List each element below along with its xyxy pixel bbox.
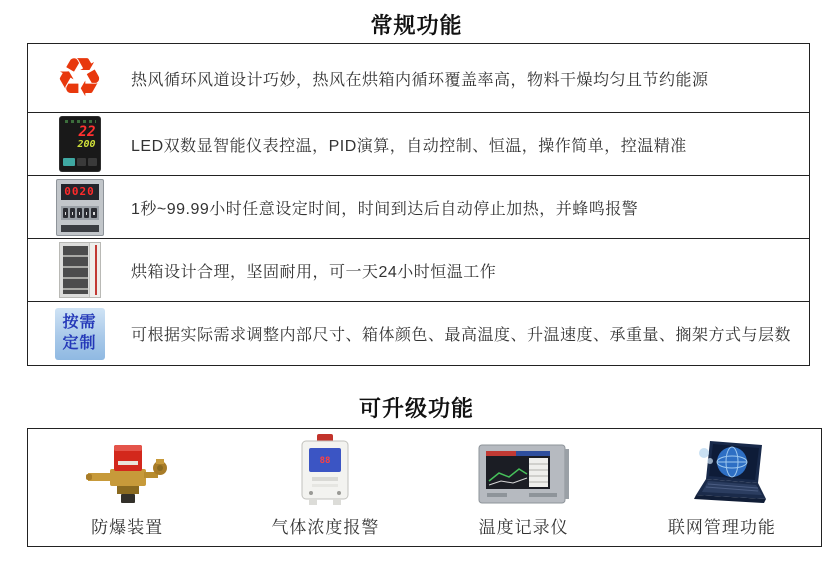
networked-laptop-image — [674, 431, 770, 509]
upgrade-item-label: 气体浓度报警 — [271, 518, 380, 537]
feature-table — [27, 43, 810, 366]
list-item — [425, 429, 623, 546]
custom-on-demand-badge — [55, 308, 105, 360]
table-row — [28, 302, 809, 365]
table-row — [28, 239, 809, 302]
feature-text: 热风循环风道设计巧妙，热风在烘箱内循环覆盖率高，物料干燥均匀且节约能源 — [131, 71, 709, 89]
timer-display: 0020 — [61, 184, 99, 200]
table-row — [28, 44, 809, 113]
oven-shelves — [63, 246, 88, 294]
badge-line1: 按需 — [62, 313, 97, 331]
timer-base — [61, 225, 99, 232]
temperature-recorder-image — [477, 431, 571, 509]
icon-cell — [28, 179, 131, 236]
oven-image — [59, 242, 101, 298]
table-row — [28, 113, 809, 176]
feature-text: 可根据实际需求调整内部尺寸、箱体颜色、最高温度、升温速度、承重量、搁架方式与层数 — [131, 327, 792, 344]
controller-buttons — [63, 158, 97, 166]
list-item — [226, 429, 424, 546]
list-item — [28, 429, 226, 546]
upgrade-item-label: 温度记录仪 — [478, 518, 569, 537]
upgrade-options-box — [27, 428, 822, 547]
oven-door-stripe — [95, 245, 97, 295]
explosion-proof-device-image — [84, 431, 170, 509]
recycle-icon: ♻ — [55, 46, 104, 109]
icon-cell — [28, 242, 131, 298]
gas-alarm-image — [293, 431, 357, 509]
upgradable-functions-title: 可升级功能 — [358, 396, 474, 421]
feature-text: LED双数显智能仪表控温，PID演算，自动控制、恒温，操作简单，控温精准 — [131, 137, 687, 155]
upgrade-item-label: 联网管理功能 — [667, 518, 776, 537]
timer-thumbwheels — [61, 206, 99, 220]
controller-pv-value: 22 — [78, 124, 96, 140]
controller-sv-value: 200 — [77, 139, 96, 150]
badge-line2: 定制 — [62, 334, 97, 352]
svg-text:88: 88 — [319, 456, 331, 466]
list-item — [623, 429, 821, 546]
table-row — [28, 176, 809, 239]
feature-text: 1秒~99.99小时任意设定时间，时间到达后自动停止加热，并蜂鸣报警 — [131, 200, 639, 218]
feature-text: 烘箱设计合理，坚固耐用，可一天24小时恒温工作 — [131, 263, 497, 281]
icon-cell — [28, 308, 131, 360]
timer-image — [56, 179, 104, 236]
upgrade-item-label: 防爆装置 — [91, 518, 164, 537]
temp-controller-image — [60, 117, 100, 171]
icon-cell — [28, 46, 131, 109]
led-indicator-row — [65, 120, 96, 123]
regular-functions-title: 常规功能 — [370, 13, 463, 38]
icon-cell — [28, 117, 131, 171]
